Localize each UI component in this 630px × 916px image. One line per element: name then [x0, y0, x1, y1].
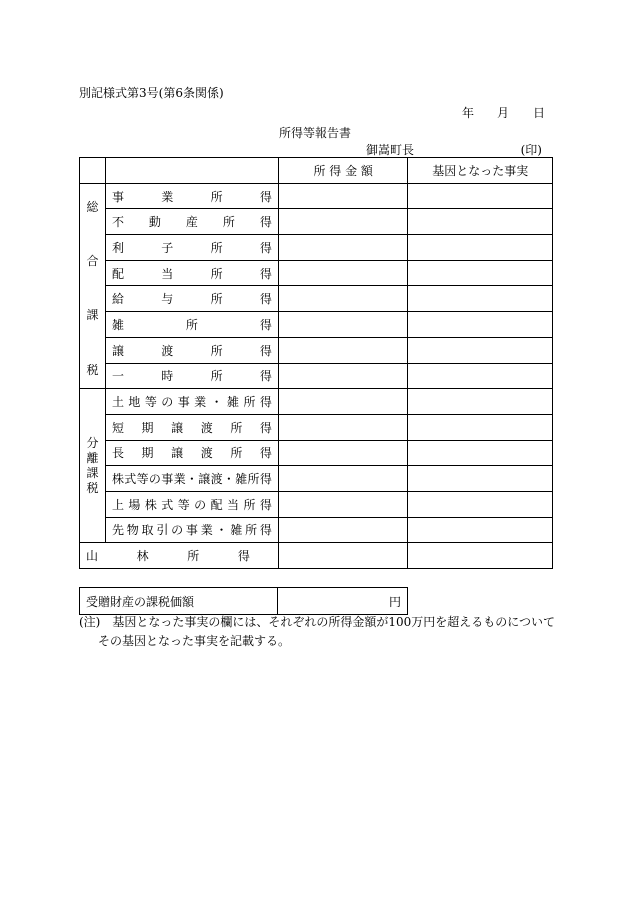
group-label-char: 課 [86, 308, 99, 323]
label-char: 得 [259, 317, 272, 332]
fact-cell[interactable] [408, 389, 553, 415]
label-char: 得 [259, 215, 272, 230]
group-label-stack [80, 184, 105, 378]
label-char: 得 [259, 343, 272, 358]
amount-cell[interactable] [278, 466, 408, 492]
label-char: ・ [222, 472, 235, 487]
fact-cell[interactable] [408, 414, 553, 440]
header-fact: 基因となった事実 [408, 158, 553, 184]
label-char: 事 [111, 189, 124, 204]
label-char: 渡 [210, 472, 223, 487]
label-char: 所 [210, 240, 223, 255]
label-char: の [171, 523, 184, 538]
label-char: 動 [148, 215, 161, 230]
gift-amount-cell[interactable] [278, 588, 408, 615]
label-char: 利 [111, 240, 124, 255]
label-char: の [194, 497, 207, 512]
label-char: 式 [124, 472, 137, 487]
label-char: 山 [86, 549, 99, 564]
label-char: 得 [259, 472, 272, 487]
amount-cell[interactable] [278, 235, 408, 261]
label-char: 業 [194, 395, 207, 410]
label-char: ・ [210, 395, 223, 410]
gift-label: 受贈財産の課税価額 [80, 588, 278, 615]
header-row [80, 158, 553, 184]
fact-cell[interactable] [408, 363, 553, 389]
label-char: 得 [259, 189, 272, 204]
label-char: 雑 [111, 317, 124, 332]
amount-cell[interactable] [278, 517, 408, 543]
spread-text [112, 393, 272, 410]
label-char: 林 [136, 549, 149, 564]
label-char: 所 [210, 189, 223, 204]
label-char: 事 [161, 472, 174, 487]
label-char: 場 [128, 497, 141, 512]
spread-text [112, 470, 272, 487]
label-char: 所 [222, 215, 235, 230]
table-row [80, 260, 553, 286]
label-char: 等 [177, 497, 190, 512]
group-label-char: 税 [86, 480, 99, 495]
date-month-label: 月 [497, 106, 510, 120]
label-char: 一 [111, 369, 124, 384]
table-row [80, 414, 553, 440]
amount-cell[interactable] [278, 337, 408, 363]
label-char: 所 [210, 266, 223, 281]
label-char: 短 [111, 420, 124, 435]
table-row [80, 389, 553, 415]
spread-text [112, 290, 272, 307]
header-blank-item [105, 158, 278, 184]
label-char: 雑 [235, 472, 248, 487]
label-char: 得 [259, 420, 272, 435]
spread-text [112, 213, 272, 230]
label-char: 不 [111, 215, 124, 230]
income-item-label [105, 209, 278, 235]
group-bunri-kazei [80, 389, 106, 543]
label-char: 所 [210, 292, 223, 307]
label-char: 得 [259, 497, 272, 512]
income-item-label [105, 286, 278, 312]
label-char: 得 [259, 523, 272, 538]
label-char: 産 [185, 215, 198, 230]
label-char: 所 [185, 317, 198, 332]
label-char: 得 [259, 446, 272, 461]
label-char: 譲 [111, 343, 124, 358]
fact-cell[interactable] [408, 543, 553, 569]
group-label-stack [80, 436, 105, 496]
label-char: 期 [141, 446, 154, 461]
fact-cell[interactable] [408, 312, 553, 338]
gift-table [79, 587, 408, 615]
label-char: 取 [141, 523, 154, 538]
table-row [80, 286, 553, 312]
addressee-label: 御嵩町長 [366, 143, 415, 157]
amount-cell[interactable] [278, 286, 408, 312]
label-char: 得 [259, 240, 272, 255]
income-item-label [105, 389, 278, 415]
income-item-label [105, 235, 278, 261]
amount-cell[interactable] [278, 389, 408, 415]
table-row [80, 363, 553, 389]
income-item-label [105, 337, 278, 363]
label-char: 渡 [161, 343, 174, 358]
label-char: 配 [210, 497, 223, 512]
label-char: 得 [237, 549, 250, 564]
label-char: 所 [243, 497, 256, 512]
label-char: ・ [185, 472, 198, 487]
note-line-2: その基因となった事実を記載する。 [98, 634, 291, 648]
label-char: ・ [215, 523, 228, 538]
header-blank-group [80, 158, 106, 184]
label-char: 雑 [227, 395, 240, 410]
income-item-label [105, 414, 278, 440]
label-char: 上 [111, 497, 124, 512]
label-char: 所 [245, 523, 258, 538]
label-char: 期 [141, 420, 154, 435]
document-title: 所得等報告書 [278, 126, 351, 140]
spread-text [112, 496, 272, 513]
amount-cell[interactable] [278, 414, 408, 440]
table-row [80, 337, 553, 363]
table-row [80, 588, 408, 615]
label-char: 事 [185, 523, 198, 538]
fact-cell[interactable] [408, 517, 553, 543]
label-char: 渡 [200, 420, 213, 435]
income-item-label [105, 260, 278, 286]
label-char: 長 [111, 446, 124, 461]
date-year-label: 年 [462, 106, 475, 120]
amount-cell[interactable] [278, 363, 408, 389]
table-row [80, 209, 553, 235]
label-char: 物 [126, 523, 139, 538]
spread-text [112, 342, 272, 359]
group-label-char: 分 [86, 435, 99, 450]
label-char: 引 [156, 523, 169, 538]
label-char: 等 [136, 472, 149, 487]
note-line-1: (注) 基因となった事実の欄には、それぞれの所得金額が100万円を超えるものについて [79, 615, 556, 629]
amount-cell[interactable] [278, 543, 408, 569]
fact-cell[interactable] [408, 466, 553, 492]
amount-cell[interactable] [278, 312, 408, 338]
label-char: 得 [259, 369, 272, 384]
label-char: 先 [111, 523, 124, 538]
label-char: 業 [161, 189, 174, 204]
income-item-label [105, 440, 278, 466]
label-char: 土 [111, 395, 124, 410]
fact-cell[interactable] [408, 209, 553, 235]
label-char: 配 [111, 266, 124, 281]
table-row [80, 517, 553, 543]
spread-text [112, 265, 272, 282]
income-table [79, 157, 553, 569]
label-char: 譲 [171, 446, 184, 461]
label-char: 雑 [230, 523, 243, 538]
income-item-label [105, 491, 278, 517]
fact-cell[interactable] [408, 235, 553, 261]
label-char: 所 [247, 472, 260, 487]
label-char: 得 [259, 395, 272, 410]
spread-text [112, 444, 272, 461]
table-row [80, 183, 553, 209]
group-label-char: 税 [86, 362, 99, 377]
table-row [80, 235, 553, 261]
fact-cell[interactable] [408, 183, 553, 209]
label-char: 得 [259, 266, 272, 281]
spread-text [112, 367, 272, 384]
label-char: 業 [200, 523, 213, 538]
fact-cell[interactable] [408, 337, 553, 363]
group-sogo-kazei [80, 183, 106, 389]
spread-text [112, 521, 272, 538]
table-row [80, 491, 553, 517]
fact-cell[interactable] [408, 260, 553, 286]
label-char: 譲 [171, 420, 184, 435]
table-row [80, 543, 553, 569]
table-row [80, 466, 553, 492]
form-reference: 別記様式第3号(第6条関係) [79, 86, 224, 100]
group-label-char: 離 [86, 450, 99, 465]
fact-cell[interactable] [408, 440, 553, 466]
group-label-char: 合 [86, 254, 99, 269]
date-day-label: 日 [533, 106, 546, 120]
label-char: 与 [161, 292, 174, 307]
label-char: 当 [227, 497, 240, 512]
amount-cell[interactable] [278, 491, 408, 517]
label-char: 所 [243, 395, 256, 410]
label-char: 事 [177, 395, 190, 410]
label-char: 所 [230, 420, 243, 435]
seal-mark: (印) [520, 143, 542, 157]
label-char: 時 [161, 369, 174, 384]
label-char: 当 [161, 266, 174, 281]
label-char: 所 [210, 369, 223, 384]
amount-cell[interactable] [278, 440, 408, 466]
header-amount: 所 得 金 額 [278, 158, 408, 184]
table-row [80, 312, 553, 338]
fact-cell[interactable] [408, 491, 553, 517]
label-char: 所 [210, 343, 223, 358]
amount-cell[interactable] [278, 260, 408, 286]
income-item-label [105, 517, 278, 543]
label-char: 得 [259, 292, 272, 307]
income-item-label [105, 466, 278, 492]
label-char: 等 [144, 395, 157, 410]
spread-text [112, 188, 272, 205]
label-char: の [148, 472, 161, 487]
income-item-label [105, 363, 278, 389]
amount-cell[interactable] [278, 209, 408, 235]
income-item-label [80, 543, 279, 569]
label-char: 所 [187, 549, 200, 564]
group-label-char: 総 [86, 199, 99, 214]
label-char: 渡 [200, 446, 213, 461]
label-char: 所 [230, 446, 243, 461]
label-char: 株 [111, 472, 124, 487]
amount-cell[interactable] [278, 183, 408, 209]
label-char: 給 [111, 292, 124, 307]
label-char: の [161, 395, 174, 410]
label-char: 子 [161, 240, 174, 255]
fact-cell[interactable] [408, 286, 553, 312]
label-char: 譲 [198, 472, 211, 487]
yen-unit: 円 [388, 594, 401, 609]
table-row [80, 440, 553, 466]
spread-text [112, 316, 272, 333]
label-char: 式 [161, 497, 174, 512]
label-char: 地 [128, 395, 141, 410]
spread-text [112, 239, 272, 256]
spread-text [112, 419, 272, 436]
group-label-char: 課 [86, 465, 99, 480]
addressee-line [366, 141, 542, 158]
income-item-label [105, 312, 278, 338]
label-char: 業 [173, 472, 186, 487]
income-item-label [105, 183, 278, 209]
label-char: 株 [144, 497, 157, 512]
